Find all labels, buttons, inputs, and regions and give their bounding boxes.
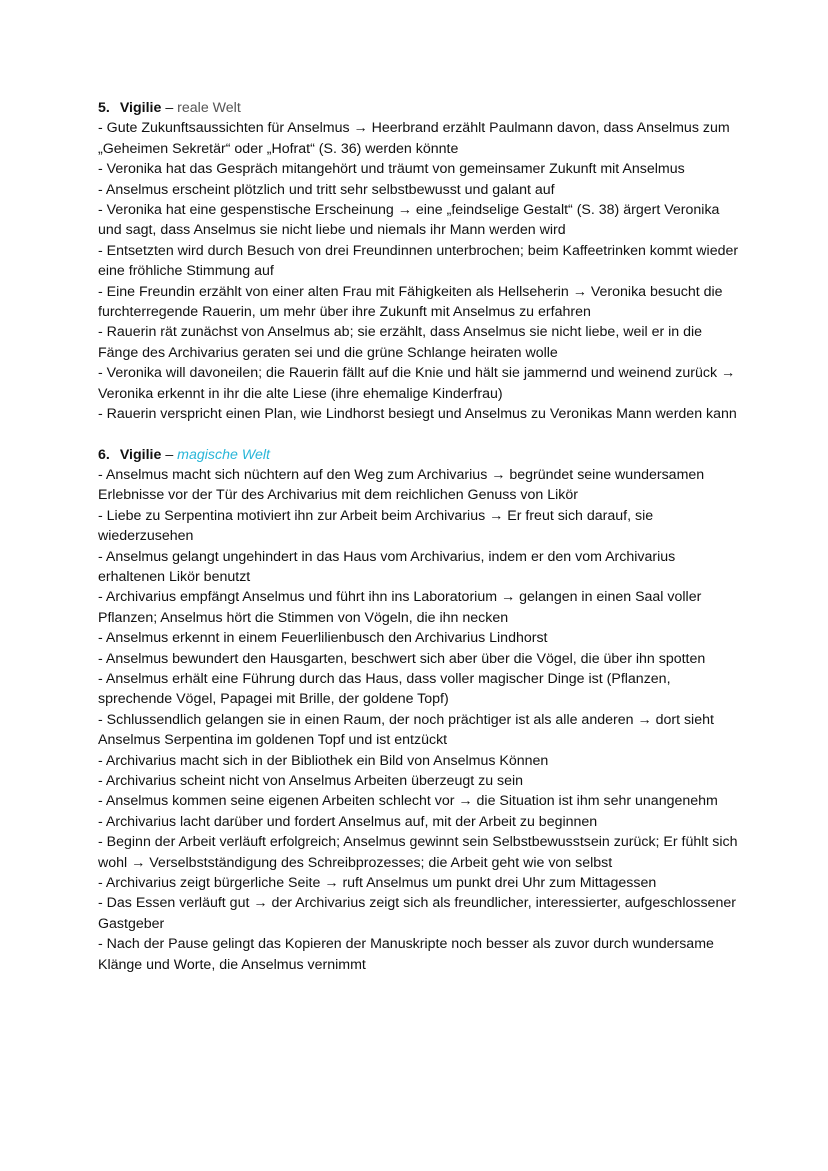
list-item: - Archivarius scheint nicht von Anselmus Arbeiten überzeugt zu sein (98, 773, 524, 789)
list-item: - Liebe zu Serpentina motiviert ihn zur Arbeit beim Archivarius → Er freut sich darauf, sie wiederzusehen (98, 507, 654, 545)
list-item: - Veronika will davoneilen; die Rauerin fällt auf die Knie und hält sie jammernd und weinend zurück → Veronika erkennt in ihr die alte Liese (ihre ehemalige Kinderfrau) (98, 365, 736, 402)
list-item: - Veronika hat eine gespenstische Erscheinung → eine „feindselige Gestalt“ (S. 38) ärgert Veronika und sagt, dass Anselmus sie nicht liebe und niemals ihr Mann werden wird (98, 202, 720, 239)
heading-separator: – (161, 100, 178, 116)
section-heading (98, 98, 740, 118)
section-title: Vigilie (119, 446, 162, 463)
list-item: - Anselmus erkennt in einem Feuerlilienbusch den Archivarius Lindhorst (98, 630, 548, 647)
list-item: - Anselmus erscheint plötzlich und tritt sehr selbstbewusst und galant auf (98, 181, 555, 198)
list-item: - Eine Freundin erzählt von einer alten Frau mit Fähigkeiten als Hellseherin → Veronika besucht die furchterregende Rauerin, um mehr über ihre Zukunft mit Anselmus zu erfahren (98, 283, 723, 321)
list-item: - Archivarius macht sich in der Bibliothek ein Bild von Anselmus Können (98, 752, 549, 769)
list-item: - Schlussendlich gelangen sie in einen Raum, der noch prächtiger ist als alle anderen → dort sieht Anselmus Serpentina im goldenen Topf und ist entzückt (98, 711, 714, 749)
list-item: - Gute Zukunftsaussichten für Anselmus → Heerbrand erzählt Paulmann davon, dass Anselmus zum „Geheimen Sekretär“ oder „Hofrat“ (S. 36) werden könnte (98, 120, 730, 157)
list-item: - Rauerin verspricht einen Plan, wie Lindhorst besiegt und Anselmus zu Veronikas Mann werden kann (98, 406, 737, 423)
section-subtitle: reale Welt (177, 100, 241, 116)
list-item: - Entsetzten wird durch Besuch von drei Freundinnen unterbrochen; beim Kaffeetrinken kommt wieder eine fröhliche Stimmung auf (98, 242, 739, 280)
section-number: 6. (98, 446, 110, 463)
list-item: - Beginn der Arbeit verläuft erfolgreich; Anselmus gewinnt sein Selbstbewusstsein zurück; Er fühlt sich wohl → Verselbstständigung des Schreibprozesses; die Arbeit geht wie von selbst (98, 834, 738, 871)
list-item: - Archivarius empfängt Anselmus und führt ihn ins Laboratorium → gelangen in einen Saal voller Pflanzen; Anselmus hört die Stimmen von Vögeln, die ihn necken (98, 589, 702, 626)
section-vigilie-5 (98, 98, 740, 425)
document-page (98, 98, 740, 975)
list-item: - Anselmus gelangt ungehindert in das Haus vom Archivarius, indem er den vom Archivarius erhaltenen Likör benutzt (98, 548, 676, 585)
section-number: 5. (98, 100, 110, 116)
list-item: - Nach der Pause gelingt das Kopieren der Manuskripte noch besser als zuvor durch wundersame Klänge und Worte, die Anselmus vernimmt (98, 936, 714, 973)
list-item: - Veronika hat das Gespräch mitangehört und träumt von gemeinsamer Zukunft mit Anselmus (98, 161, 685, 178)
section-subtitle: magische Welt (177, 446, 270, 463)
list-item: - Das Essen verläuft gut → der Archivarius zeigt sich als freundlicher, interessierter, aufgeschlossener Gastgeber (98, 895, 736, 932)
section-heading (98, 445, 740, 465)
section-vigilie-6 (98, 445, 740, 976)
list-item: - Anselmus kommen seine eigenen Arbeiten schlecht vor → die Situation ist ihm sehr unangenehm (98, 793, 718, 810)
heading-separator: – (161, 446, 178, 463)
list-item: - Anselmus erhält eine Führung durch das Haus, dass voller magischer Dinge ist (Pflanzen, sprechende Vögel, Papagei mit Brille, der goldene Topf) (98, 670, 671, 708)
list-item: - Anselmus macht sich nüchtern auf den Weg zum Archivarius → begründet seine wundersamen Erlebnisse vor der Tür des Archivarius mit dem reichlichen Genuss von Likör (98, 466, 705, 504)
section-title: Vigilie (119, 100, 162, 116)
list-item: - Archivarius lacht darüber und fordert Anselmus auf, mit der Arbeit zu beginnen (98, 813, 598, 830)
list-item: - Archivarius zeigt bürgerliche Seite → ruft Anselmus um punkt drei Uhr zum Mittagessen (98, 875, 657, 892)
list-item: - Rauerin rät zunächst von Anselmus ab; sie erzählt, dass Anselmus sie nicht liebe, weil er in die Fänge des Archivarius geraten sei und die grüne Schlange heiraten wolle (98, 324, 703, 361)
list-item: - Anselmus bewundert den Hausgarten, beschwert sich aber über die Vögel, die über ihn spotten (98, 650, 706, 667)
